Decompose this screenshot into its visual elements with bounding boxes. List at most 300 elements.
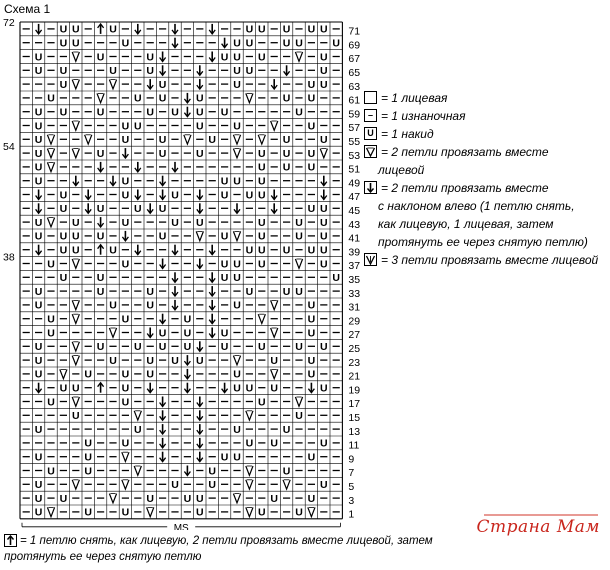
yarn-over-symbol: U xyxy=(96,106,105,119)
yarn-over-symbol: U xyxy=(59,189,68,202)
yarn-over-symbol: U xyxy=(332,272,340,285)
row-number-right: 69 xyxy=(348,39,361,52)
yarn-over-symbol: U xyxy=(59,492,68,505)
yarn-over-symbol: U xyxy=(245,189,254,202)
yarn-over-symbol: U xyxy=(121,506,130,519)
yarn-over-symbol: U xyxy=(220,258,229,271)
yarn-over-symbol: U xyxy=(220,272,229,285)
yarn-over-symbol: U xyxy=(307,313,316,326)
yarn-over-symbol: U xyxy=(158,134,167,147)
yarn-over-symbol: U xyxy=(146,285,154,298)
yarn-over-symbol: U xyxy=(72,216,80,229)
yarn-over-symbol: U xyxy=(183,492,192,505)
yarn-over-symbol: U xyxy=(270,382,278,395)
yarn-over-symbol: U xyxy=(109,299,117,312)
row-number-right: 23 xyxy=(348,356,361,369)
k2tog-symbol xyxy=(271,300,278,309)
yarn-over-symbol: U xyxy=(258,341,266,354)
yarn-over-symbol: U xyxy=(307,78,316,91)
k2tog-symbol xyxy=(147,507,154,516)
yarn-over-symbol: U xyxy=(233,299,241,312)
k2tog-symbol xyxy=(134,411,141,420)
yarn-over-symbol: U xyxy=(134,341,142,354)
yarn-over-symbol: U xyxy=(72,230,80,243)
k2tog-symbol xyxy=(60,369,67,378)
yarn-over-symbol: U xyxy=(295,410,303,423)
yarn-over-symbol: U xyxy=(320,230,328,243)
row-number-right: 67 xyxy=(348,53,361,66)
yarn-over-symbol: U xyxy=(47,327,55,340)
yarn-over-symbol: U xyxy=(295,341,303,354)
yarn-over-symbol: U xyxy=(34,479,43,492)
yarn-over-symbol: U xyxy=(158,78,167,91)
yarn-over-symbol: U xyxy=(72,23,80,36)
row-number-right: 1 xyxy=(348,508,355,521)
row-number-right: 63 xyxy=(348,80,361,93)
yarn-over-symbol: U xyxy=(59,230,68,243)
yarn-over-symbol: U xyxy=(109,354,117,367)
footnote xyxy=(4,533,444,565)
row-number-right: 7 xyxy=(348,467,355,480)
yarn-over-symbol: U xyxy=(59,244,68,257)
row-number-right: 49 xyxy=(348,177,361,190)
yarn-over-symbol: U xyxy=(109,244,117,257)
k2tog-symbol xyxy=(184,135,191,144)
k2tog-symbol xyxy=(47,162,54,171)
k2tog-symbol xyxy=(97,93,104,102)
yarn-over-symbol: U xyxy=(47,92,55,105)
yarn-over-symbol: U xyxy=(233,382,241,395)
yarn-over-symbol: U xyxy=(233,120,241,133)
legend-purl-text: = 1 изнаночная xyxy=(381,109,466,123)
yarn-over-symbol: U xyxy=(196,120,204,133)
yarn-over-symbol: U xyxy=(320,23,328,36)
yarn-over-symbol: U xyxy=(245,244,254,257)
yarn-over-symbol: U xyxy=(183,313,192,326)
yarn-over-symbol: U xyxy=(270,437,278,450)
k2tog-symbol xyxy=(233,494,240,503)
yarn-over-symbol: U xyxy=(72,37,80,50)
k2tog-symbol xyxy=(109,494,116,503)
k2tog-symbol xyxy=(72,397,79,406)
row-number-right: 25 xyxy=(348,342,361,355)
yarn-over-symbol: U xyxy=(96,272,105,285)
k2tog-symbol xyxy=(72,480,79,489)
yarn-over-symbol: U xyxy=(121,37,130,50)
yarn-over-symbol: U xyxy=(320,51,328,64)
yarn-over-symbol: U xyxy=(270,492,278,505)
yarn-over-symbol: U xyxy=(146,354,154,367)
k2tog-symbol xyxy=(85,135,92,144)
yarn-over-symbol: U xyxy=(34,51,43,64)
k2tog-symbol xyxy=(246,507,253,516)
row-number-right: 59 xyxy=(348,108,361,121)
yarn-over-symbol: U xyxy=(233,65,241,78)
yarn-over-symbol: U xyxy=(320,65,328,78)
k2tog-symbol xyxy=(271,121,278,130)
yarn-over-symbol: U xyxy=(121,437,130,450)
yarn-over-symbol: U xyxy=(59,65,68,78)
k2tog-symbol xyxy=(72,121,79,130)
yarn-over-symbol: U xyxy=(121,313,130,326)
yarn-over-symbol: U xyxy=(146,368,154,381)
yarn-over-symbol: U xyxy=(34,134,43,147)
row-number-right: 21 xyxy=(348,370,361,383)
footnote-text-1: = 1 петлю снять, как лицевую, 2 петли провязать вместе лицевой, затем xyxy=(20,535,433,547)
row-number-left: 72 xyxy=(3,17,15,29)
k2tog-symbol xyxy=(72,356,79,365)
yarn-over-symbol: U xyxy=(320,341,328,354)
row-number-right: 29 xyxy=(348,315,361,328)
yarn-over-symbol: U xyxy=(282,37,291,50)
yarn-over-symbol: U xyxy=(183,341,192,354)
yarn-over-symbol: U xyxy=(121,175,130,188)
yarn-over-symbol: U xyxy=(96,203,105,216)
legend xyxy=(364,89,608,269)
yarn-over-symbol: U xyxy=(282,147,291,160)
yarn-over-symbol: U xyxy=(282,465,291,478)
legend-k2tog-text-2: лицевой xyxy=(378,163,425,177)
row-number-right: 71 xyxy=(348,25,361,38)
yarn-over-symbol: U xyxy=(171,189,179,202)
row-number-right: 45 xyxy=(348,204,361,217)
legend-k3tog xyxy=(364,251,608,269)
yarn-over-symbol: U xyxy=(245,65,254,78)
yarn-over-symbol: U xyxy=(220,106,229,119)
yarn-over-symbol: U xyxy=(208,134,216,147)
yarn-over-symbol: U xyxy=(121,368,130,381)
purl-icon: – xyxy=(364,109,377,122)
legend-ssk xyxy=(364,179,608,197)
legend-yo-text: = 1 накид xyxy=(381,127,434,141)
k2tog-symbol xyxy=(295,397,302,406)
knit-icon xyxy=(364,91,377,104)
yarn-over-symbol: U xyxy=(146,492,154,505)
yarn-over-symbol: U xyxy=(146,65,154,78)
legend-ssk-text-3: как лицевую, 1 лицевая, затем xyxy=(378,217,554,231)
yarn-over-symbol: U xyxy=(233,423,241,436)
yarn-over-symbol: U xyxy=(245,23,254,36)
row-number-right: 15 xyxy=(348,411,361,424)
yarn-over-symbol: U xyxy=(34,368,43,381)
yarn-over-symbol: U xyxy=(258,161,266,174)
yarn-over-symbol: U xyxy=(307,354,316,367)
yarn-over-symbol: U xyxy=(220,189,229,202)
k2tog-symbol xyxy=(47,507,54,516)
k2tog-symbol xyxy=(283,480,290,489)
yarn-over-symbol: U xyxy=(295,106,303,119)
footnote-text-2: протянуть ее через снятую петлю xyxy=(4,551,202,563)
yarn-over-symbol: U xyxy=(59,203,68,216)
yarn-over-symbol: U xyxy=(134,423,142,436)
yarn-over-symbol: U xyxy=(320,203,328,216)
yarn-over-symbol: U xyxy=(59,78,68,91)
yarn-over-symbol: U xyxy=(158,203,167,216)
row-number-right: 13 xyxy=(348,425,361,438)
k2tog-symbol xyxy=(233,149,240,158)
yarn-over-symbol: U xyxy=(34,354,43,367)
yarn-over-symbol: U xyxy=(96,285,105,298)
yarn-over-symbol: U xyxy=(320,437,328,450)
legend-k2tog xyxy=(364,143,608,161)
yarn-over-symbol: U xyxy=(171,479,179,492)
k2tog-symbol xyxy=(271,328,278,337)
yarn-over-symbol: U xyxy=(158,230,167,243)
yarn-over-symbol: U xyxy=(121,258,130,271)
yarn-over-symbol: U xyxy=(34,285,43,298)
k2tog-symbol xyxy=(233,231,240,240)
yarn-over-symbol: U xyxy=(245,382,254,395)
yarn-over-symbol: U xyxy=(121,396,130,409)
k2tog-symbol xyxy=(233,135,240,144)
k2tog-icon xyxy=(364,145,377,158)
k2tog-symbol xyxy=(72,342,79,351)
yarn-over-symbol: U xyxy=(233,78,241,91)
yarn-over-symbol: U xyxy=(233,37,241,50)
row-number-right: 51 xyxy=(348,163,361,176)
k2tog-symbol xyxy=(109,80,116,89)
yarn-over-symbol: U xyxy=(258,216,266,229)
yarn-over-symbol: U xyxy=(282,134,291,147)
yarn-over-symbol: U xyxy=(171,354,179,367)
yarn-over-symbol: U xyxy=(96,230,105,243)
row-number-right: 35 xyxy=(348,273,361,286)
yarn-over-symbol: U xyxy=(59,382,68,395)
yarn-over-symbol: U xyxy=(109,23,117,36)
yarn-over-symbol: U xyxy=(282,244,291,257)
yarn-over-symbol: U xyxy=(34,230,43,243)
yarn-over-symbol: U xyxy=(96,341,105,354)
yarn-over-symbol: U xyxy=(320,382,328,395)
yarn-over-symbol: U xyxy=(258,244,266,257)
k2tog-symbol xyxy=(47,149,54,158)
yarn-over-symbol: U xyxy=(307,120,316,133)
row-number-right: 43 xyxy=(348,218,361,231)
legend-purl xyxy=(364,107,608,125)
yarn-over-symbol: U xyxy=(307,203,316,216)
yarn-over-symbol: U xyxy=(258,396,266,409)
yarn-over-symbol: U xyxy=(270,354,278,367)
yarn-over-symbol: U xyxy=(307,368,316,381)
yarn-over-symbol: U xyxy=(121,382,130,395)
k2tog-symbol xyxy=(122,452,129,461)
yarn-over-symbol: U xyxy=(47,258,55,271)
k2tog-symbol xyxy=(72,259,79,268)
legend-k2tog-text-1: = 2 петли провязать вместе xyxy=(381,145,549,159)
yarn-over-symbol: U xyxy=(196,506,204,519)
yarn-over-symbol: U xyxy=(282,92,291,105)
row-number-left: 38 xyxy=(3,251,15,264)
yarn-over-symbol: U xyxy=(84,368,92,381)
yarn-over-symbol: U xyxy=(72,382,80,395)
yarn-over-symbol: U xyxy=(220,327,229,340)
k2tog-symbol xyxy=(246,411,253,420)
yarn-over-symbol: U xyxy=(233,272,241,285)
yarn-over-symbol: U xyxy=(34,120,43,133)
yarn-over-symbol: U xyxy=(47,396,55,409)
yarn-over-symbol: U xyxy=(34,147,43,160)
yarn-over-symbol: U xyxy=(121,120,130,133)
yarn-over-symbol: U xyxy=(96,51,105,64)
legend-ssk-text-1: = 2 петли провязать вместе xyxy=(381,181,549,195)
yarn-over-symbol: U xyxy=(258,258,266,271)
k2tog-symbol xyxy=(72,300,79,309)
yarn-over-symbol: U xyxy=(121,134,130,147)
k2tog-symbol xyxy=(122,480,129,489)
yarn-over-symbol: U xyxy=(183,327,192,340)
yarn-over-symbol: U xyxy=(233,368,241,381)
row-number-left: 54 xyxy=(3,141,15,154)
yarn-over-symbol: U xyxy=(134,203,142,216)
row-number-right: 5 xyxy=(348,480,355,493)
yarn-over-symbol: U xyxy=(295,37,303,50)
row-number-right: 57 xyxy=(348,122,361,135)
yarn-over-symbol: U xyxy=(258,175,266,188)
yarn-over-symbol: U xyxy=(307,147,316,160)
yarn-over-symbol: U xyxy=(245,37,254,50)
sk2p-arrow-icon xyxy=(4,534,17,547)
yarn-over-symbol: U xyxy=(158,341,167,354)
legend-ssk-text-2: с наклоном влево (1 петлю снять, xyxy=(378,199,575,213)
yarn-over-symbol: U xyxy=(34,423,43,436)
yarn-over-symbol: U xyxy=(34,175,43,188)
yarn-over-symbol: U xyxy=(307,161,316,174)
yarn-over-symbol: U xyxy=(233,258,241,271)
yarn-over-symbol: U xyxy=(109,65,117,78)
chart-title: Схема 1 xyxy=(4,2,51,16)
yarn-over-symbol: U xyxy=(233,451,241,464)
yarn-over-symbol: U xyxy=(196,147,204,160)
yarn-over-symbol: U xyxy=(320,258,328,271)
yarn-over-symbol: U xyxy=(208,465,216,478)
yarn-over-symbol: U xyxy=(59,37,68,50)
yarn-over-symbol: U xyxy=(96,147,105,160)
k2tog-symbol xyxy=(271,369,278,378)
row-number-right: 61 xyxy=(348,94,361,107)
yarn-over-symbol: U xyxy=(47,465,55,478)
yarn-over-symbol: U xyxy=(84,437,92,450)
yarn-over-symbol: U xyxy=(220,341,229,354)
yarn-over-symbol: U xyxy=(34,451,43,464)
yarn-over-symbol: U xyxy=(34,161,43,174)
legend-ssk-text-4: протянуть ее через снятую петлю) xyxy=(378,235,588,249)
yarn-over-symbol: U xyxy=(320,216,328,229)
yarn-over-symbol: U xyxy=(146,51,154,64)
yarn-over-symbol: U xyxy=(320,244,328,257)
k2tog-symbol xyxy=(320,149,327,158)
k2tog-symbol xyxy=(109,328,116,337)
yarn-over-symbol: U xyxy=(196,354,204,367)
k2tog-symbol xyxy=(72,149,79,158)
yarn-over-symbol: U xyxy=(258,230,266,243)
row-number-right: 37 xyxy=(348,260,361,273)
k2tog-symbol xyxy=(72,314,79,323)
k2tog-symbol xyxy=(196,231,203,240)
yarn-over-symbol: U xyxy=(34,216,43,229)
yarn-over-symbol: U xyxy=(258,147,266,160)
k2tog-symbol xyxy=(295,259,302,268)
yarn-over-symbol: U xyxy=(158,147,167,160)
yarn-over-symbol: U xyxy=(220,175,229,188)
yarn-over-symbol: U xyxy=(307,92,316,105)
yarn-over-symbol: U xyxy=(320,78,328,91)
k2tog-symbol xyxy=(246,466,253,475)
k2tog-symbol xyxy=(72,80,79,89)
yarn-over-symbol: U xyxy=(258,23,266,36)
yarn-over-symbol: U xyxy=(158,92,167,105)
row-number-right: 19 xyxy=(348,384,361,397)
yarn-over-symbol: U xyxy=(34,65,43,78)
k2tog-symbol xyxy=(72,52,79,61)
k2tog-symbol xyxy=(258,314,265,323)
yarn-over-symbol: U xyxy=(196,92,204,105)
yarn-over-symbol: U xyxy=(158,327,167,340)
k2tog-symbol xyxy=(134,466,141,475)
yarn-over-symbol: U xyxy=(245,285,254,298)
row-number-right: 11 xyxy=(348,439,360,452)
yarn-over-symbol: U xyxy=(233,51,241,64)
yarn-over-symbol: U xyxy=(307,327,316,340)
yarn-over-symbol: U xyxy=(307,299,316,312)
yarn-over-symbol: U xyxy=(171,106,179,119)
yarn-over-symbol: U xyxy=(196,492,204,505)
yarn-over-symbol: U xyxy=(258,51,266,64)
yarn-over-symbol: U xyxy=(233,175,241,188)
yarn-over-symbol: U xyxy=(245,437,254,450)
row-number-right: 9 xyxy=(348,453,355,466)
legend-knit-text: = 1 лицевая xyxy=(381,91,448,105)
ms-label: MS xyxy=(173,522,189,530)
yarn-over-symbol: U xyxy=(258,189,266,202)
yarn-over-symbol: U xyxy=(258,506,266,519)
yarn-over-symbol: U xyxy=(34,506,43,519)
yarn-over-icon: U xyxy=(364,127,377,140)
yarn-over-symbol: U xyxy=(196,106,204,119)
k3tog-icon xyxy=(364,253,377,266)
yarn-over-symbol: U xyxy=(121,216,130,229)
row-number-right: 55 xyxy=(348,135,361,148)
yarn-over-symbol: U xyxy=(34,106,43,119)
row-number-right: 33 xyxy=(348,287,361,300)
k2tog-symbol xyxy=(233,356,240,365)
yarn-over-symbol: U xyxy=(295,230,303,243)
row-number-right: 41 xyxy=(348,232,361,245)
yarn-over-symbol: U xyxy=(282,23,291,36)
k2tog-symbol xyxy=(308,507,315,516)
yarn-over-symbol: U xyxy=(307,492,316,505)
yarn-over-symbol: U xyxy=(134,120,142,133)
yarn-over-symbol: U xyxy=(282,423,291,436)
k2tog-symbol xyxy=(258,135,265,144)
k2tog-symbol xyxy=(47,135,54,144)
k2tog-symbol xyxy=(246,93,253,102)
site-watermark: Страна Мам xyxy=(476,517,600,537)
legend-knit xyxy=(364,89,608,107)
row-number-right: 53 xyxy=(348,149,361,162)
row-number-right: 31 xyxy=(348,301,361,314)
yarn-over-symbol: U xyxy=(59,272,68,285)
yarn-over-symbol: U xyxy=(59,23,68,36)
yarn-over-symbol: U xyxy=(220,230,229,243)
row-number-right: 27 xyxy=(348,329,361,342)
yarn-over-symbol: U xyxy=(34,492,43,505)
yarn-over-symbol: U xyxy=(146,106,154,119)
yarn-over-symbol: U xyxy=(134,92,142,105)
yarn-over-symbol: U xyxy=(84,465,92,478)
yarn-over-symbol: U xyxy=(295,216,303,229)
row-number-right: 3 xyxy=(348,494,355,507)
row-number-right: 47 xyxy=(348,191,361,204)
